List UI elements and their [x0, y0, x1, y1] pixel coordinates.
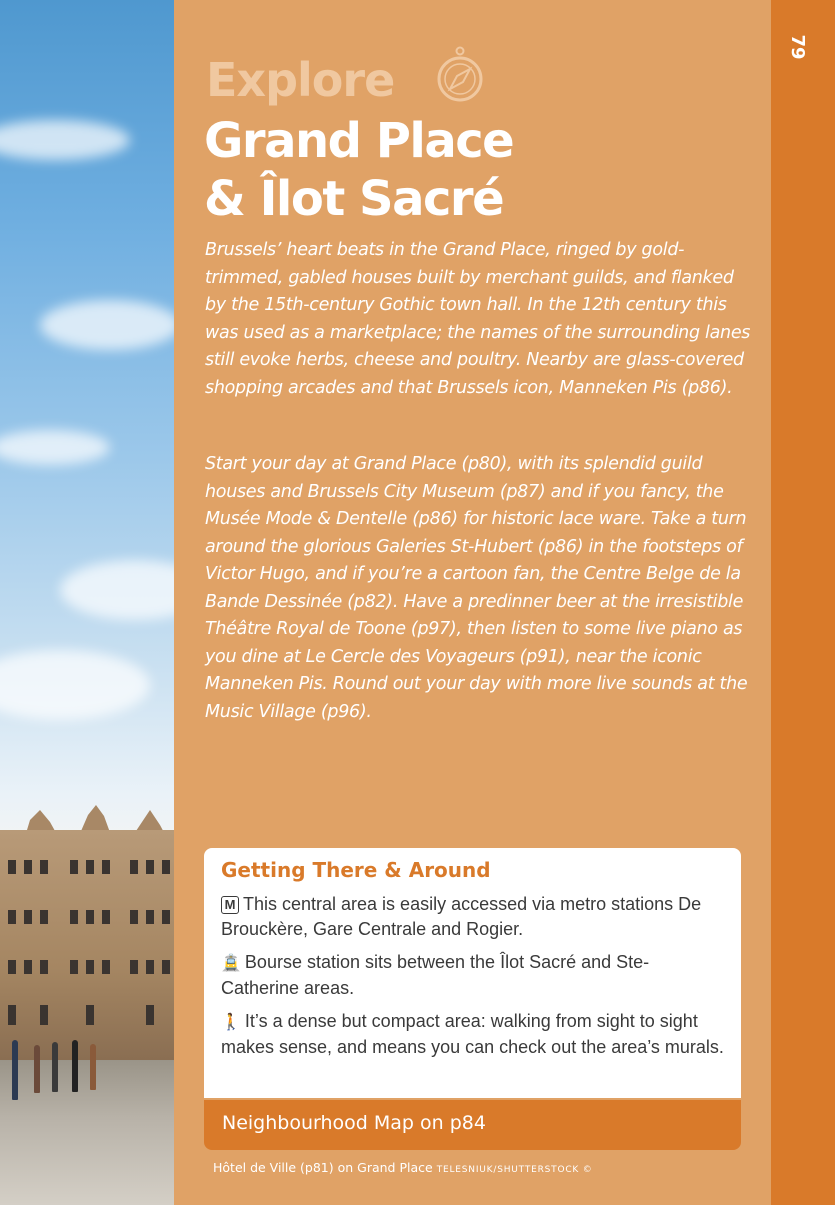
neighbourhood-map-link[interactable] — [204, 1100, 741, 1150]
pedestrian — [12, 1040, 18, 1100]
getting-there-box — [204, 848, 741, 1098]
pedestrian — [90, 1044, 96, 1090]
title-line-2: & Îlot Sacré — [204, 171, 504, 227]
photo-credit: TELESNIUK/SHUTTERSTOCK © — [436, 1165, 593, 1175]
transport-text: This central area is easily accessed via metro stations De Brouckère, Gare Centrale and Rogier. — [221, 894, 702, 939]
transport-item-tram — [221, 950, 726, 1001]
guild-houses — [0, 830, 174, 1060]
page-edge-strip — [771, 0, 835, 1205]
page-title — [204, 112, 764, 228]
itinerary-paragraph: Start your day at Grand Place (p80), with its splendid guild houses and Brussels City Museum (p87) and if you fancy, the Musée Mode & Dentelle (p86) for historic lace ware. Take a turn around the glorious Galeries St-Hubert (p86) in the footsteps of Victor Hugo, and if you’re a cartoon fan, the Centre Belge de la Bande Dessinée (p82). Have a predinner beer at the irresistible Théâtre Royal de Toone (p97), then listen to some live piano as you dine at Le Cercle des Voyageurs (p91), near the iconic Manneken Pis. Round out your day with more live sounds at the Music Village (p96). — [205, 454, 748, 722]
transport-text: Bourse station sits between the Îlot Sacré and Ste-Catherine areas. — [221, 952, 650, 998]
compass-icon — [436, 44, 484, 104]
transport-item-metro — [221, 892, 726, 942]
transport-item-walk — [221, 1009, 726, 1060]
metro-icon: M — [221, 896, 239, 914]
caption-text: Hôtel de Ville (p81) on Grand Place — [213, 1160, 433, 1175]
pedestrian — [72, 1040, 78, 1092]
getting-there-title: Getting There & Around — [221, 858, 491, 882]
walk-icon: 🚶 — [221, 1014, 241, 1031]
pedestrian — [52, 1042, 58, 1092]
pedestrian — [34, 1045, 40, 1093]
tram-icon: 🚊 — [221, 955, 241, 972]
cover-photo-grand-place — [0, 0, 174, 1205]
title-line-1: Grand Place — [204, 113, 514, 169]
square-pavement — [0, 1060, 174, 1205]
map-link-label: Neighbourhood Map on p84 — [222, 1112, 486, 1134]
intro-paragraph: Brussels’ heart beats in the Grand Place, ringed by gold-trimmed, gabled houses built by merchant guilds, and flanked by the 15th-century Gothic town hall. In the 12th century this was used as a marketplace; the names of the surrounding lanes still evoke herbs, cheese and poultry. Nearby are glass-covered shopping arcades and that Brussels icon, Manneken Pis (p86). — [205, 240, 751, 398]
section-kicker: Explore — [206, 53, 395, 107]
transport-text: It’s a dense but compact area: walking from sight to sight makes sense, and means you can check out the area’s murals. — [221, 1011, 724, 1057]
photo-caption — [213, 1160, 593, 1175]
page-number: 79 — [787, 34, 808, 60]
